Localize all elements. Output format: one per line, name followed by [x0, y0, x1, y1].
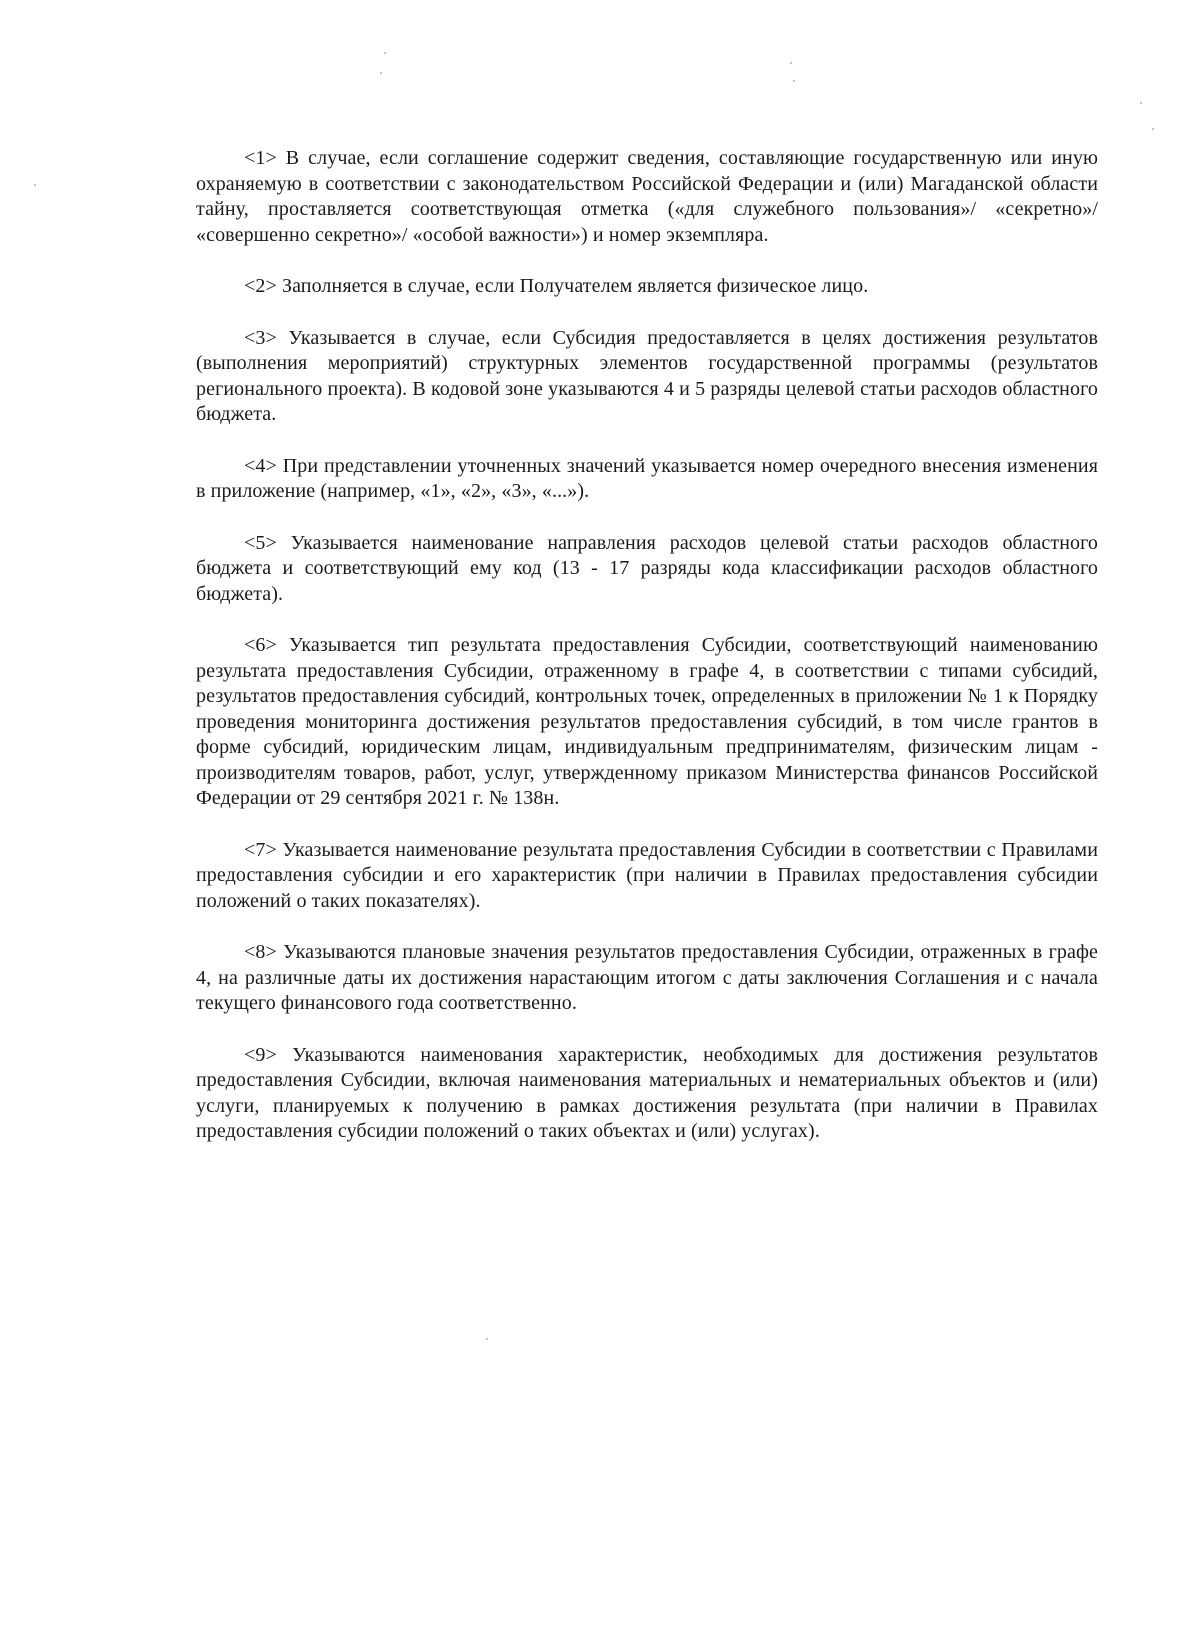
footnote-1: <1> В случае, если соглашение содержит сведения, составляющие государственную или иную охраняемую в соответствии с законодательством Российской Федерации и (или) Магаданской области тайну, проставляется соответствующая отметка («для служебного пользования»/ «секретно»/ «совершенно секретно»/ «особой важности») и номер экземпляра. — [196, 147, 1098, 246]
scan-speck — [793, 80, 795, 82]
footnote-6: <6> Указывается тип результата предоставления Субсидии, соответствующий наименованию результата предоставления Субсидии, отраженному в графе 4, в соответствии с типами субсидий, результатов предоставления субсидий, контрольных точек, определенных в приложении № 1 к Порядку проведения мониторинга достижения результатов предоставления субсидий, в том числе грантов в форме субсидий, юридическим лицам, индивидуальным предпринимателям, физическим лицам - производителям товаров, работ, услуг, утвержденному приказом Министерства финансов Российской Федерации от 29 сентября 2021 г. № 138н. — [196, 634, 1098, 809]
scan-speck — [34, 184, 36, 186]
footnote-9: <9> Указываются наименования характеристик, необходимых для достижения результатов предоставления Субсидии, включая наименования материальных и нематериальных объектов и (или) услуги, планируемых к получению в рамках достижения результата (при наличии в Правилах предоставления субсидии положений о таких объектах и (или) услугах). — [196, 1043, 1098, 1142]
footnote-3: <3> Указывается в случае, если Субсидия предоставляется в целях достижения результатов (выполнения мероприятий) структурных элементов государственной программы (результатов регионального проекта). В кодовой зоне указываются 4 и 5 разряды целевой статьи расходов областного бюджета. — [196, 326, 1098, 425]
scan-speck — [384, 52, 386, 54]
scan-speck — [1152, 128, 1154, 130]
footnote-7: <7> Указывается наименование результата предоставления Субсидии в соответствии с Правилами предоставления субсидии и его характеристик (при наличии в Правилах предоставления субсидии положений о таких показателях). — [196, 838, 1098, 912]
scan-speck — [486, 1338, 488, 1340]
footnote-4: <4> При представлении уточненных значений указывается номер очередного внесения изменения в приложение (например, «1», «2», «3», «...»). — [196, 454, 1098, 502]
scan-speck — [380, 72, 382, 74]
footnote-2: <2> Заполняется в случае, если Получателем является физическое лицо. — [244, 275, 869, 297]
scan-speck — [1140, 102, 1142, 104]
footnotes-section — [196, 146, 1098, 1145]
footnote-5: <5> Указывается наименование направления расходов целевой статьи расходов областного бюджета и соответствующий ему код (13 - 17 разряды кода классификации расходов областного бюджета). — [196, 531, 1098, 605]
footnote-8: <8> Указываются плановые значения результатов предоставления Субсидии, отраженных в графе 4, на различные даты их достижения нарастающим итогом с даты заключения Соглашения и с начала текущего финансового года соответственно. — [196, 941, 1098, 1014]
scan-speck — [790, 62, 792, 64]
